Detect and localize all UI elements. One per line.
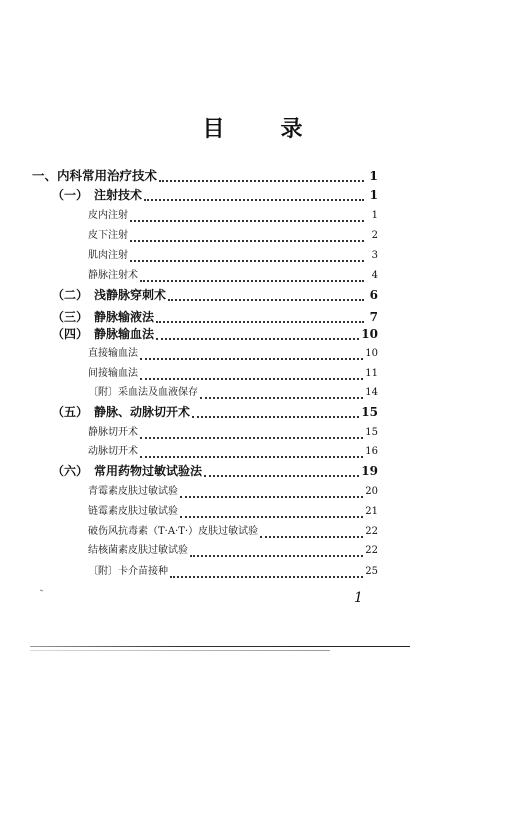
leader-dots	[168, 298, 364, 301]
toc-entry-page: 15	[361, 405, 378, 419]
toc-entry[interactable]	[88, 527, 378, 537]
section-number: （四）	[52, 327, 89, 341]
toc-entry[interactable]	[52, 289, 378, 301]
leader-dots	[130, 259, 364, 262]
title-char-2: 录	[280, 116, 303, 142]
toc-entry[interactable]	[52, 328, 378, 340]
leader-dots	[159, 179, 364, 182]
toc-entry-page: 22	[365, 545, 378, 556]
toc-entry-label: 〔附〕采血法及血液保存	[88, 387, 198, 398]
toc-entry[interactable]	[88, 211, 378, 221]
toc-entry-label: 破伤风抗毒素（T·A·T·）皮肤过敏试验	[88, 526, 259, 537]
leader-dots	[190, 554, 363, 557]
toc-entry-label: 肌肉注射	[88, 250, 128, 261]
toc-entry-page: 7	[369, 310, 378, 324]
toc-entry[interactable]	[88, 487, 378, 497]
toc-entry-label: 浅静脉穿刺术	[94, 288, 167, 302]
leader-dots	[130, 219, 364, 222]
leader-dots	[144, 198, 364, 201]
page-edge-shadow	[30, 650, 330, 651]
page-number: 1	[354, 590, 363, 606]
toc-entry[interactable]	[52, 311, 378, 323]
leader-dots	[192, 415, 359, 418]
leader-dots	[170, 575, 363, 578]
toc-entry-page: 11	[365, 368, 378, 379]
toc-entry-page: 10	[365, 348, 378, 359]
toc-entry[interactable]	[88, 428, 378, 438]
toc-entry-page: 19	[361, 464, 378, 478]
toc-entry-label: 静脉、动脉切开术	[94, 405, 191, 419]
leader-dots	[260, 535, 363, 538]
toc-entry-label: 直接输血法	[88, 348, 138, 359]
toc-entry-page: 16	[365, 446, 378, 457]
toc-entry-page: 15	[365, 427, 378, 438]
toc-entry[interactable]	[88, 231, 378, 241]
leader-dots	[140, 436, 363, 439]
toc-entry-label: 〔附〕卡介苗接种	[88, 566, 168, 577]
toc-entry[interactable]	[52, 189, 378, 201]
leader-dots	[140, 357, 363, 360]
toc-entry-label: 静脉输液法	[94, 310, 155, 324]
toc-entry-label: 皮下注射	[88, 230, 128, 241]
toc-entry-page: 2	[371, 230, 378, 241]
leader-dots	[200, 396, 363, 399]
toc-entry[interactable]	[88, 388, 378, 398]
toc-entry-page: 21	[365, 506, 378, 517]
toc-entry-label: 静脉注射术	[88, 270, 138, 281]
toc-entry[interactable]	[88, 447, 378, 457]
leader-dots	[156, 337, 359, 340]
leader-dots	[140, 377, 363, 380]
leader-dots	[180, 495, 363, 498]
toc-entry-page: 3	[371, 250, 378, 261]
toc-entry[interactable]	[32, 170, 378, 183]
leader-dots	[140, 455, 363, 458]
toc-entry-page: 1	[369, 168, 378, 183]
toc-entry-page: 1	[371, 210, 378, 221]
toc-entry-page: 6	[369, 288, 378, 302]
toc-entry-page: 22	[365, 526, 378, 537]
toc-entry-page: 1	[369, 188, 378, 202]
page-edge-rule	[30, 646, 410, 647]
section-number: （六）	[52, 464, 89, 478]
toc-entry-label: 注射技术	[94, 188, 143, 202]
toc-entry-page: 20	[365, 486, 378, 497]
toc-entry-label: 青霉素皮肤过敏试验	[88, 486, 178, 497]
toc-entry-page: 10	[361, 327, 378, 341]
toc-entry[interactable]	[88, 349, 378, 359]
toc-entry-page: 25	[365, 566, 378, 577]
section-number: （五）	[52, 405, 89, 419]
toc-entry[interactable]	[88, 507, 378, 517]
leader-dots	[140, 279, 364, 282]
toc-entry-label: 皮内注射	[88, 210, 128, 221]
section-number: （三）	[52, 310, 89, 324]
toc-entry[interactable]	[88, 546, 378, 556]
toc-entry[interactable]	[88, 369, 378, 379]
leader-dots	[156, 320, 364, 323]
toc-entry-label: 间接输血法	[88, 368, 138, 379]
toc-entry-label: 常用药物过敏试验法	[94, 464, 203, 478]
toc-entry-label: 静脉切开术	[88, 427, 138, 438]
toc-entry[interactable]	[52, 465, 378, 477]
toc-entry-label: 结核菌素皮肤过敏试验	[88, 545, 188, 556]
section-number: （二）	[52, 288, 89, 302]
toc-entry-page: 14	[365, 387, 378, 398]
leader-dots	[204, 474, 359, 477]
toc-entry[interactable]	[88, 271, 378, 281]
toc-entry[interactable]	[88, 251, 378, 261]
toc-entry[interactable]	[88, 567, 378, 577]
title-char-1: 目	[202, 116, 225, 142]
section-number: （一）	[52, 188, 89, 202]
toc-entry[interactable]	[52, 406, 378, 418]
leader-dots	[130, 239, 364, 242]
leader-dots	[180, 515, 363, 518]
toc-entry-label: 静脉输血法	[94, 327, 155, 341]
toc-entry-label: 动脉切开术	[88, 446, 138, 457]
toc-entry-label: 链霉素皮肤过敏试验	[88, 506, 178, 517]
toc-entry-label: 一、内科常用治疗技术	[32, 168, 158, 183]
toc-entry-page: 4	[371, 270, 378, 281]
